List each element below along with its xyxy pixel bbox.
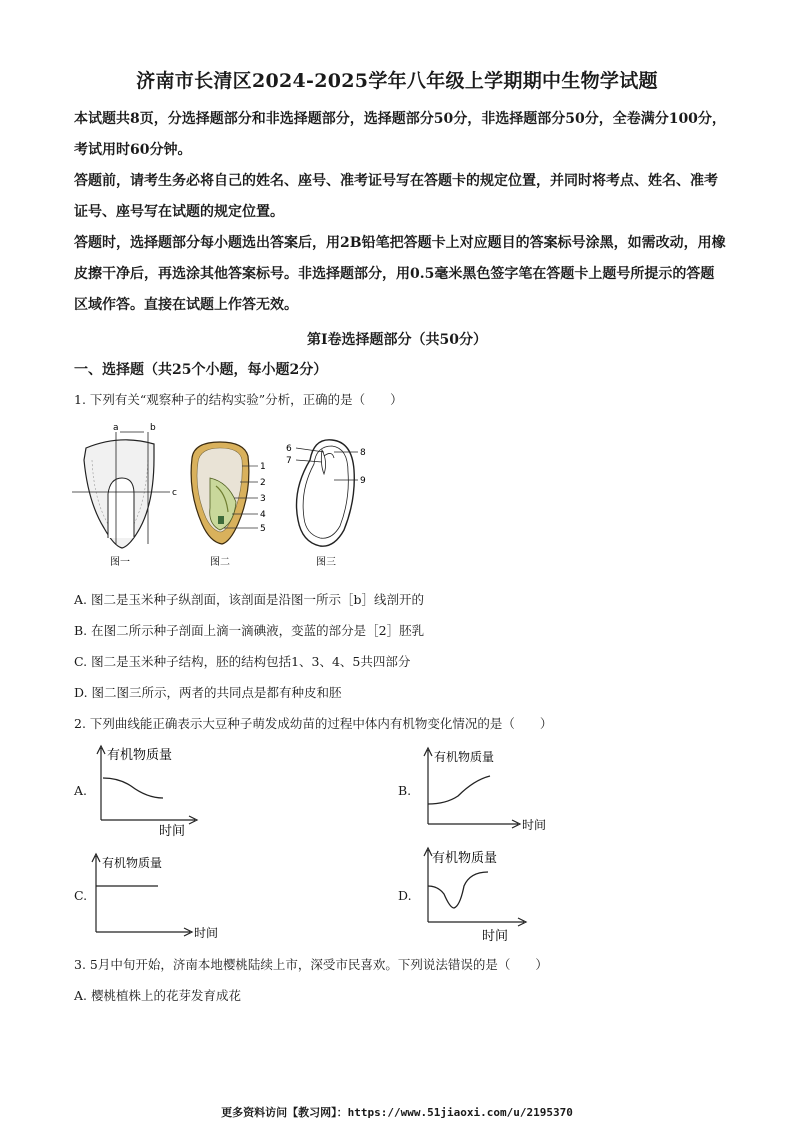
corn-kernel-outline-figure1 (72, 423, 177, 568)
graph-a-ylabel: 有机物质量 (107, 748, 173, 763)
curve-d (428, 872, 488, 908)
curve-b (428, 776, 490, 804)
graph-b-ylabel: 有机物质量 (434, 750, 495, 764)
section-title: 第I卷选择题部分（共50分） (306, 332, 488, 348)
seed-structure-figure (70, 420, 390, 572)
figure2-label-2: 2 (260, 478, 266, 488)
page-title: 济南市长清区2024-2025学年八年级上学期期中生物学试题 (136, 70, 658, 92)
figure2-label-3: 3 (260, 494, 266, 504)
graph-b-letter: B. (398, 783, 412, 798)
graph-c (90, 852, 240, 942)
graph-b (420, 744, 560, 836)
bean-seed-figure3 (286, 440, 366, 568)
part-title: 一、选择题（共25个小题，每小题2分） (74, 362, 328, 378)
figure3-label-9: 9 (360, 476, 366, 486)
figure3-label-6: 6 (286, 444, 292, 454)
graph-c-letter: C. (74, 888, 88, 903)
figure3-caption: 图三 (316, 557, 336, 568)
label-c: c (172, 488, 177, 498)
figure2-label-4: 4 (260, 510, 266, 520)
question-3-option-a: A. 樱桃植株上的花芽发育成花 (74, 988, 241, 1003)
label-b: b (150, 423, 156, 433)
curve-a (103, 778, 163, 798)
graph-d-xlabel: 时间 (482, 929, 509, 944)
question-1-option-d: D. 图二图三所示，两者的共同点是都有种皮和胚 (74, 685, 342, 700)
question-1-option-a: A. 图二是玉米种子纵剖面，该剖面是沿图一所示［b］线剖开的 (74, 592, 424, 607)
intro-paragraph-1: 本试题共8页，分选择题部分和非选择题部分，选择题部分50分，非选择题部分50分，全卷满分100分，考试用时60分钟。 (74, 111, 726, 158)
figure1-caption: 图一 (110, 557, 130, 568)
figure2-label-1: 1 (260, 462, 266, 472)
question-1-option-c: C. 图二是玉米种子结构，胚的结构包括1、3、4、5共四部分 (74, 654, 411, 669)
graph-a (95, 742, 205, 838)
graph-d-ylabel: 有机物质量 (432, 851, 498, 866)
figure3-label-8: 8 (360, 448, 366, 458)
figure3-label-7: 7 (286, 456, 292, 466)
intro-paragraph-2: 答题前，请考生务必将自己的姓名、座号、准考证号写在答题卡的规定位置，并同时将考点、姓名、准考证号、座号写在试题的规定位置。 (74, 173, 718, 220)
figure2-label-5: 5 (260, 524, 266, 534)
corn-section-figure2 (191, 442, 266, 568)
figure2-caption: 图二 (210, 557, 230, 568)
graph-a-xlabel: 时间 (159, 824, 186, 838)
label-a: a (113, 423, 119, 433)
question-1-option-b: B. 在图二所示种子剖面上滴一滴碘液，变蓝的部分是［2］胚乳 (74, 623, 425, 638)
question-1-stem: 1. 下列有关“观察种子的结构实验”分析，正确的是（ ） (74, 392, 403, 407)
question-2-stem: 2. 下列曲线能正确表示大豆种子萌发成幼苗的过程中体内有机物变化情况的是（ ） (74, 716, 553, 731)
footer-link[interactable]: 更多资料访问【教习网】：https://www.51jiaoxi.com/u/2195370 (221, 1106, 573, 1119)
graph-b-xlabel: 时间 (522, 818, 547, 832)
graph-d (420, 846, 540, 944)
graph-c-xlabel: 时间 (194, 926, 219, 940)
graph-c-ylabel: 有机物质量 (102, 856, 163, 870)
graph-a-letter: A. (74, 783, 88, 798)
question-3-stem: 3. 5月中旬开始，济南本地樱桃陆续上市，深受市民喜欢。下列说法错误的是（ ） (74, 957, 548, 972)
graph-d-letter: D. (398, 888, 412, 903)
intro-paragraph-3: 答题时，选择题部分每小题选出答案后，用2B铅笔把答题卡上对应题目的答案标号涂黑，如需改动，用橡皮擦干净后，再选涂其他答案标号。非选择题部分，用0.5毫米黑色签字笔在答题卡上题号所提示的答题区域作答。直接在试题上作答无效。 (74, 235, 726, 313)
